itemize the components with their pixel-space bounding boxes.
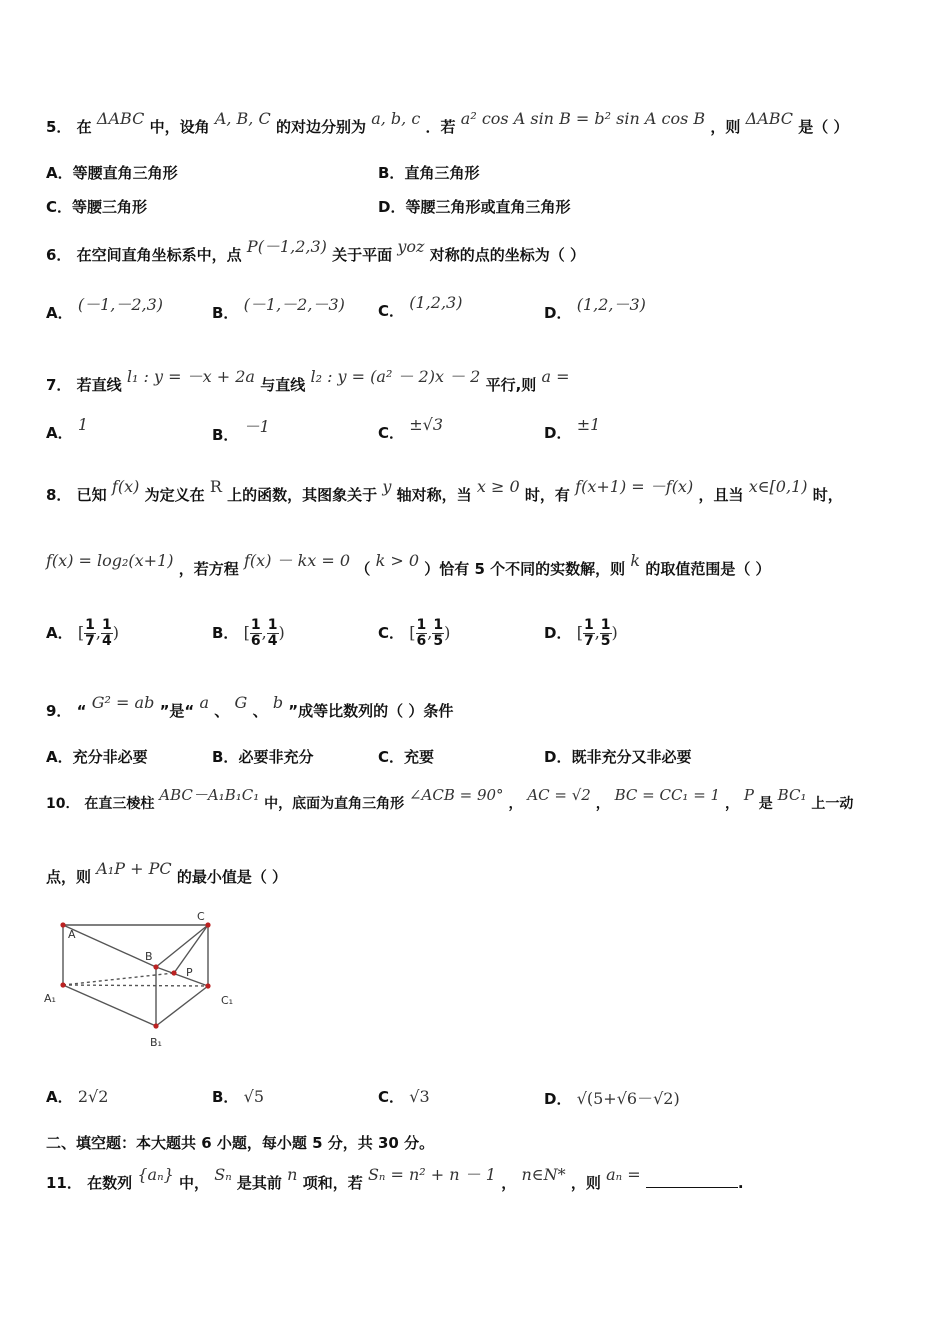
q8-math: f(x) = log₂(x+1): [46, 551, 174, 570]
q5-math: ΔABC: [745, 109, 794, 128]
q7-option-b[interactable]: [212, 417, 270, 445]
q11-number: 11．: [46, 1174, 82, 1192]
option-label: A．: [46, 304, 73, 322]
option-text: 等腰直角三角形: [72, 164, 178, 182]
edge-a1c1-hidden: [63, 985, 208, 986]
q5-option-b[interactable]: [378, 162, 479, 183]
q7-text: 平行,则: [485, 376, 537, 394]
prism-figure: [40, 908, 260, 1058]
q5-math: a² cos A sin B = b² sin A cos B: [460, 109, 706, 128]
q9-option-b[interactable]: [212, 746, 313, 767]
q8-text: 时，: [812, 486, 843, 504]
q5-math: A, B, C: [214, 109, 271, 128]
q10-text: 的最小值是（ ）: [176, 868, 288, 886]
option-label: A．: [46, 624, 73, 642]
fraction: [583, 618, 595, 649]
option-label: D．: [544, 1090, 572, 1108]
option-label: A．: [46, 164, 73, 182]
q10-text: 中，底面为直角三角形: [264, 796, 405, 812]
q11-math: Sₙ = n² + n － 1: [367, 1165, 496, 1184]
vertex-c: [205, 922, 210, 927]
option-label: C．: [378, 748, 405, 766]
numerator: 1: [101, 617, 112, 633]
option-label: C．: [378, 302, 405, 320]
label-c1: C₁: [221, 994, 234, 1007]
q8-option-c[interactable]: C． [ $\frac{1}{6}$ , $\frac{1}{5}$ ): [378, 617, 451, 649]
label-b1: B₁: [150, 1036, 162, 1049]
q8-math: k > 0: [375, 551, 420, 570]
q10-text: 在直三棱柱: [84, 796, 155, 812]
interval-bracket: [: [409, 623, 416, 642]
option-text: (－1,－2,－3): [243, 295, 345, 314]
option-text: 既非充分又非必要: [571, 748, 692, 766]
q7-option-d[interactable]: [544, 415, 601, 443]
q11-stem: [46, 1165, 744, 1193]
option-text: (－1,－2,3): [77, 295, 164, 314]
fraction: [101, 618, 113, 649]
option-text: (1,2,－3): [576, 295, 646, 314]
interval-bracket: [: [77, 623, 85, 642]
q7-text: 与直线: [260, 376, 306, 394]
q6-option-c[interactable]: [378, 293, 463, 321]
edge-ab: [63, 925, 156, 967]
q10-math: A₁P + PC: [96, 859, 172, 878]
fraction: [250, 618, 262, 649]
q11-text: ，则: [570, 1174, 601, 1192]
label-c: C: [197, 910, 205, 923]
fraction: [600, 618, 612, 649]
q8-text: （: [355, 560, 371, 578]
q11-text: .: [737, 1174, 744, 1192]
q11-text: 项和，若: [302, 1174, 363, 1192]
answer-blank[interactable]: [646, 1173, 738, 1188]
option-text: ±1: [576, 415, 601, 434]
q8-option-a[interactable]: A． [ $\frac{1}{7}$ , $\frac{1}{4}$ ): [46, 617, 119, 649]
q8-text: 轴对称，当: [396, 486, 472, 504]
q7-stem: [46, 367, 570, 395]
interval-bracket: ): [611, 623, 618, 642]
vertex-a: [60, 922, 65, 927]
q8-text: 的取值范围是（ ）: [645, 560, 771, 578]
denominator: 4: [101, 633, 112, 649]
option-text: 1: [77, 415, 89, 434]
option-text: (1,2,3): [409, 293, 463, 312]
edge-b1c1: [156, 986, 208, 1026]
q8-math: y: [382, 477, 392, 496]
q5-text: 中，设角: [149, 118, 210, 136]
q7-option-c[interactable]: [378, 415, 444, 443]
q8-text: 已知: [76, 486, 107, 504]
q5-number: 5．: [46, 118, 72, 136]
option-label: D．: [544, 424, 572, 442]
q5-option-d[interactable]: [378, 196, 570, 217]
q9-text: 、: [214, 702, 230, 720]
q10-option-a[interactable]: [46, 1086, 108, 1107]
option-text: －1: [243, 417, 270, 436]
fraction: [267, 618, 279, 649]
q6-option-d[interactable]: [544, 295, 646, 323]
edge-bc1: [156, 967, 208, 986]
q8-stem-line2: [46, 551, 771, 579]
q6-math: yoz: [397, 237, 425, 256]
q9-stem: [46, 693, 454, 721]
q6-text: 在空间直角坐标系中，点: [76, 246, 242, 264]
q10-text: 是: [758, 796, 773, 812]
q8-number: 8．: [46, 486, 72, 504]
q5-text: 是（ ）: [798, 118, 849, 136]
denominator: 5: [433, 633, 444, 649]
q10-option-d[interactable]: [544, 1086, 680, 1109]
q11-text: 中，: [178, 1174, 209, 1192]
option-label: D．: [378, 198, 406, 216]
denominator: 7: [85, 633, 95, 649]
q8-text: 为定义在: [144, 486, 205, 504]
q9-math: G: [234, 693, 248, 712]
q8-option-b[interactable]: B． [ $\frac{1}{6}$ , $\frac{1}{4}$ ): [212, 617, 285, 649]
q11-text: ，: [501, 1174, 517, 1192]
q10-math: ∠ACB = 90°: [408, 786, 504, 804]
numerator: 1: [267, 617, 278, 633]
q10-text: 上一动: [811, 796, 854, 812]
q10-text: 点，则: [46, 868, 92, 886]
option-text: 2√2: [77, 1087, 109, 1106]
q10-text: ，: [595, 796, 610, 812]
q10-stem-line2: [46, 859, 288, 887]
q5-option-a[interactable]: [46, 162, 178, 183]
denominator: 6: [416, 633, 427, 649]
q5-stem: [46, 109, 849, 137]
q5-text: 的对边分别为: [275, 118, 366, 136]
option-text: 等腰三角形或直角三角形: [405, 198, 571, 216]
q5-text: 在: [76, 118, 92, 136]
q5-text: ，则: [710, 118, 741, 136]
q10-math: ABC－A₁B₁C₁: [159, 786, 260, 804]
option-label: C．: [378, 424, 405, 442]
q8-math: f(x+1) = －f(x): [575, 477, 694, 496]
q11-text: 在数列: [87, 1174, 133, 1192]
option-text: 充要: [404, 748, 435, 766]
q9-text: ”是“: [159, 702, 195, 720]
label-b: B: [145, 950, 153, 963]
q9-option-c[interactable]: [378, 746, 434, 767]
numerator: 1: [433, 617, 444, 633]
denominator: 5: [600, 633, 611, 649]
option-text: 必要非充分: [238, 748, 314, 766]
fraction: [432, 618, 444, 649]
q8-text: 上的函数，其图象关于: [227, 486, 378, 504]
edge-a1b1: [63, 985, 156, 1026]
vertex-a1: [60, 982, 65, 987]
q6-text: 对称的点的坐标为（ ）: [429, 246, 585, 264]
q9-text: ”成等比数列的（ ）条件: [288, 702, 454, 720]
q8-text: ）恰有 5 个不同的实数解，则: [424, 560, 626, 578]
q11-math: {aₙ}: [137, 1165, 174, 1184]
q7-math: l₂ : y = (a² － 2)x － 2: [310, 367, 481, 386]
q7-number: 7．: [46, 376, 72, 394]
q8-math: x∈[0,1): [748, 477, 808, 496]
numerator: 1: [250, 617, 261, 633]
option-label: D．: [544, 748, 572, 766]
q8-text: 时，有: [524, 486, 570, 504]
q9-math: b: [272, 693, 284, 712]
option-label: B．: [212, 304, 239, 322]
fraction: [416, 618, 428, 649]
interval-bracket: ): [278, 623, 285, 642]
q6-math: P(－1,2,3): [246, 237, 327, 256]
q10-math: BC = CC₁ = 1: [614, 786, 721, 804]
option-text: 充分非必要: [72, 748, 148, 766]
label-p: P: [186, 966, 193, 979]
label-a1: A₁: [44, 992, 56, 1005]
option-label: A．: [46, 748, 73, 766]
option-label: C．: [46, 198, 73, 216]
q7-option-a[interactable]: [46, 415, 89, 443]
q10-text: ，: [724, 796, 739, 812]
option-label: A．: [46, 1088, 73, 1106]
q10-number: 10．: [46, 796, 80, 812]
q9-math: a: [199, 693, 210, 712]
option-text: ±√3: [409, 415, 444, 434]
q10-stem-line1: [46, 786, 854, 813]
denominator: 7: [583, 633, 594, 649]
q8-text: ，且当: [698, 486, 744, 504]
q8-option-d[interactable]: D． [ $\frac{1}{7}$ , $\frac{1}{5}$ ): [544, 617, 618, 649]
q8-math: x ≥ 0: [476, 477, 520, 496]
interval-bracket: [: [243, 623, 250, 642]
q10-math: BC₁: [777, 786, 807, 804]
numerator: 1: [600, 617, 611, 633]
q8-math: f(x): [111, 477, 140, 496]
q11-math: Sₙ: [214, 1165, 232, 1184]
q6-option-b[interactable]: [212, 295, 345, 323]
segment-a1p-hidden: [63, 973, 174, 985]
label-a: A: [68, 928, 76, 941]
q11-math: n∈N*: [521, 1165, 566, 1184]
option-label: B．: [212, 426, 239, 444]
q5-option-c[interactable]: [46, 196, 147, 217]
q10-text: ，: [508, 796, 523, 812]
q9-math: G² = ab: [91, 693, 155, 712]
interval-bracket: ): [112, 623, 119, 642]
denominator: 4: [267, 633, 278, 649]
q10-option-c[interactable]: [378, 1086, 430, 1107]
denominator: 6: [250, 633, 261, 649]
option-text: √(5+√6－√2): [576, 1089, 680, 1108]
option-label: D．: [544, 624, 572, 642]
q10-option-b[interactable]: [212, 1086, 264, 1107]
q8-text: ，若方程: [178, 560, 239, 578]
option-text: √3: [409, 1087, 430, 1106]
q7-text: 若直线: [76, 376, 122, 394]
option-text: √5: [243, 1087, 265, 1106]
vertex-c1: [205, 983, 210, 988]
q9-text: “: [76, 702, 87, 720]
q6-number: 6．: [46, 246, 72, 264]
option-label: D．: [544, 304, 572, 322]
q10-math: AC = √2: [527, 786, 591, 804]
q5-math: ΔABC: [96, 109, 145, 128]
q8-math: k: [630, 551, 641, 570]
q11-text: 是其前: [236, 1174, 282, 1192]
q7-math: l₁ : y = －x + 2a: [126, 367, 255, 386]
q7-math: a =: [541, 367, 570, 386]
option-label: B．: [378, 164, 405, 182]
q8-stem-line1: [46, 477, 843, 505]
q5-text: ．若: [425, 118, 456, 136]
q6-stem: [46, 237, 585, 265]
option-text: 等腰三角形: [72, 198, 148, 216]
option-label: B．: [212, 624, 239, 642]
option-label: C．: [378, 624, 405, 642]
vertex-b1: [153, 1023, 158, 1028]
numerator: 1: [416, 617, 427, 633]
vertex-b: [153, 964, 158, 969]
q9-option-d[interactable]: [544, 746, 691, 767]
q10-math: P: [743, 786, 754, 804]
fraction: [84, 618, 96, 649]
q11-math: n: [287, 1165, 298, 1184]
point-p: [171, 970, 176, 975]
q9-number: 9．: [46, 702, 72, 720]
q8-math: f(x) － kx = 0: [244, 551, 351, 570]
q5-math: a, b, c: [371, 109, 421, 128]
q9-text: 、: [252, 702, 268, 720]
q8-math: R: [209, 477, 222, 496]
numerator: 1: [85, 617, 95, 633]
section-heading: 二、填空题：本大题共 6 小题，每小题 5 分，共 30 分。: [46, 1134, 435, 1152]
option-text: 直角三角形: [404, 164, 480, 182]
option-label: B．: [212, 1088, 239, 1106]
numerator: 1: [583, 617, 594, 633]
q6-text: 关于平面: [332, 246, 393, 264]
option-label: A．: [46, 424, 73, 442]
interval-bracket: [: [576, 623, 583, 642]
option-label: C．: [378, 1088, 405, 1106]
q6-option-a[interactable]: [46, 295, 164, 323]
q9-option-a[interactable]: [46, 746, 148, 767]
interval-bracket: ): [444, 623, 451, 642]
q11-math: aₙ =: [606, 1165, 641, 1184]
option-label: B．: [212, 748, 239, 766]
